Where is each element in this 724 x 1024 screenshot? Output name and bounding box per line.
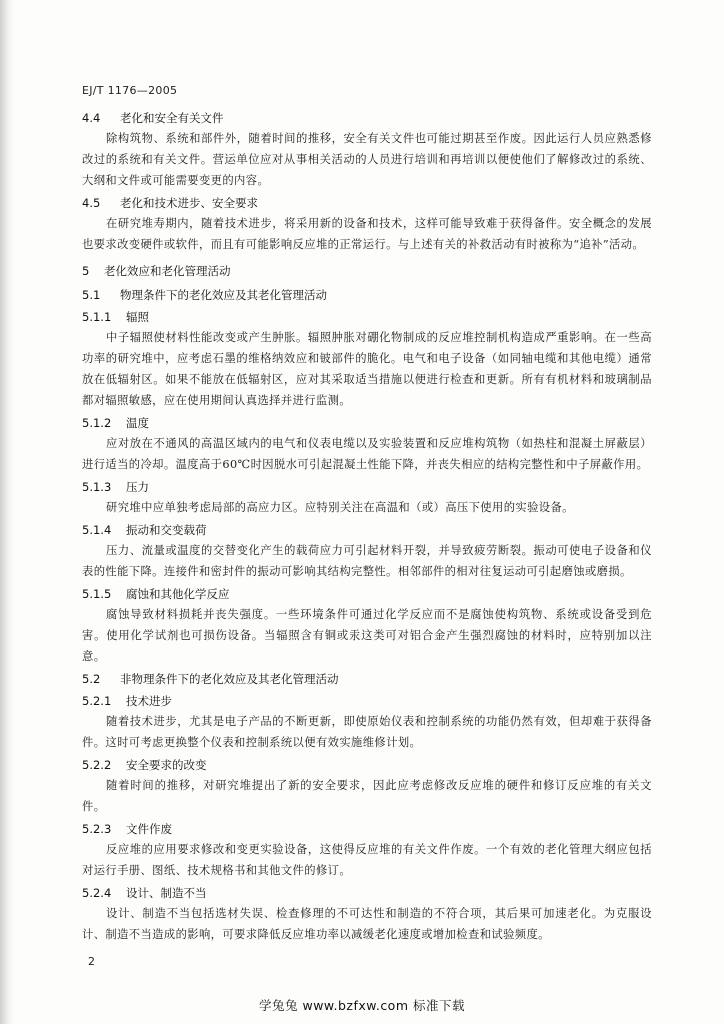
section-heading: 4.4 老化和安全有关文件	[82, 111, 224, 125]
paragraph: 随着技术进步，尤其是电子产品的不断更新，即使原始仪表和控制系统的功能仍然有效，但却难于获得备件。这时可考虑更换整个仪表和控制系统以便有效实施维修计划。	[82, 715, 652, 749]
section-heading: 5.1 物理条件下的老化效应及其老化管理活动	[82, 288, 327, 302]
document-body	[82, 106, 652, 945]
paragraph: 应对放在不通风的高温区域内的电气和仪表电缆以及实验装置和反应堆构筑物（如热柱和混凝土屏蔽层）进行适当的冷却。温度高于60℃时因脱水可引起混凝土性能下降，并丧失相应的结构完整性和中子屏蔽作用。	[82, 437, 652, 471]
paragraph: 除构筑物、系统和部件外，随着时间的推移，安全有关文件也可能过期甚至作废。因此运行人员应熟悉修改过的系统和有关文件。营运单位应对从事相关活动的人员进行培训和再培训以便使他们了解修改过的系统、大纲和文件或可能需要变更的内容。	[82, 132, 652, 187]
watermark-footer: 学兔兔 www.bzfxw.com 标准下载	[259, 998, 465, 1013]
standard-number-header: EJ/T 1176—2005	[82, 84, 178, 97]
paragraph: 中子辐照使材料性能改变或产生肿胀。辐照肿胀对硼化物制成的反应堆控制机构造成严重影响。在一些高功率的研究堆中，应考虑石墨的维格纳效应和铍部件的脆化。电气和电子设备（如同轴电缆和其他电缆）通常放在低辐射区。如果不能放在低辐射区，应对其采取适当措施以便进行检查和更新。所有有机材料和玻璃制品都对辐照敏感，应在使用期间认真选择并进行监测。	[82, 331, 652, 407]
paragraph: 随着时间的推移，对研究堆提出了新的安全要求，因此应考虑修改反应堆的硬件和修订反应堆的有关文件。	[82, 779, 652, 813]
subsection-heading: 5.1.4 振动和交变载荷	[82, 523, 207, 537]
subsection-heading: 5.2.1 技术进步	[82, 694, 172, 708]
paragraph: 反应堆的应用要求修改和变更实验设备，这使得反应堆的有关文件作废。一个有效的老化管理大纲应包括对运行手册、图纸、技术规格书和其他文件的修订。	[82, 843, 652, 877]
section-heading: 4.5 老化和技术进步、安全要求	[82, 196, 258, 210]
scan-edge-shadow	[0, 0, 14, 1024]
subsection-heading: 5.2.2 安全要求的改变	[82, 758, 207, 772]
chapter-heading: 5 老化效应和老化管理活动	[82, 264, 231, 278]
subsection-heading: 5.1.3 压力	[82, 480, 149, 494]
subsection-heading: 5.2.4 设计、制造不当	[82, 886, 207, 900]
paragraph: 在研究堆寿期内，随着技术进步，将采用新的设备和技术，这样可能导致难于获得备件。安全概念的发展也要求改变硬件或软件，而且有可能影响反应堆的正常运行。与上述有关的补救活动有时被称为“追补”活动。	[82, 217, 652, 251]
subsection-heading: 5.1.1 辐照	[82, 310, 149, 324]
subsection-heading: 5.1.5 腐蚀和其他化学反应	[82, 587, 230, 601]
paragraph: 腐蚀导致材料损耗并丧失强度。一些环境条件可通过化学反应而不是腐蚀使构筑物、系统或设备受到危害。使用化学试剂也可损伤设备。当辐照含有铜或汞这类可对铝合金产生强烈腐蚀的材料时，应特别加以注意。	[82, 608, 652, 663]
paragraph: 设计、制造不当包括选材失误、检查修理的不可达性和制造的不符合项，其后果可加速老化。为克服设计、制造不当造成的影响，可要求降低反应堆功率以减缓老化速度或增加检查和试验频度。	[82, 907, 652, 941]
page-number: 2	[88, 955, 95, 968]
section-heading: 5.2 非物理条件下的老化效应及其老化管理活动	[82, 672, 339, 686]
paragraph: 压力、流量或温度的交替变化产生的载荷应力可引起材料开裂，并导致疲劳断裂。振动可使电子设备和仪表的性能下降。连接件和密封件的振动可影响其结构完整性。相邻部件的相对往复运动可引起磨蚀或磨损。	[82, 544, 652, 578]
paragraph: 研究堆中应单独考虑局部的高应力区。应特别关注在高温和（或）高压下使用的实验设备。	[106, 501, 574, 514]
subsection-heading: 5.1.2 温度	[82, 416, 149, 430]
subsection-heading: 5.2.3 文件作废	[82, 822, 172, 836]
